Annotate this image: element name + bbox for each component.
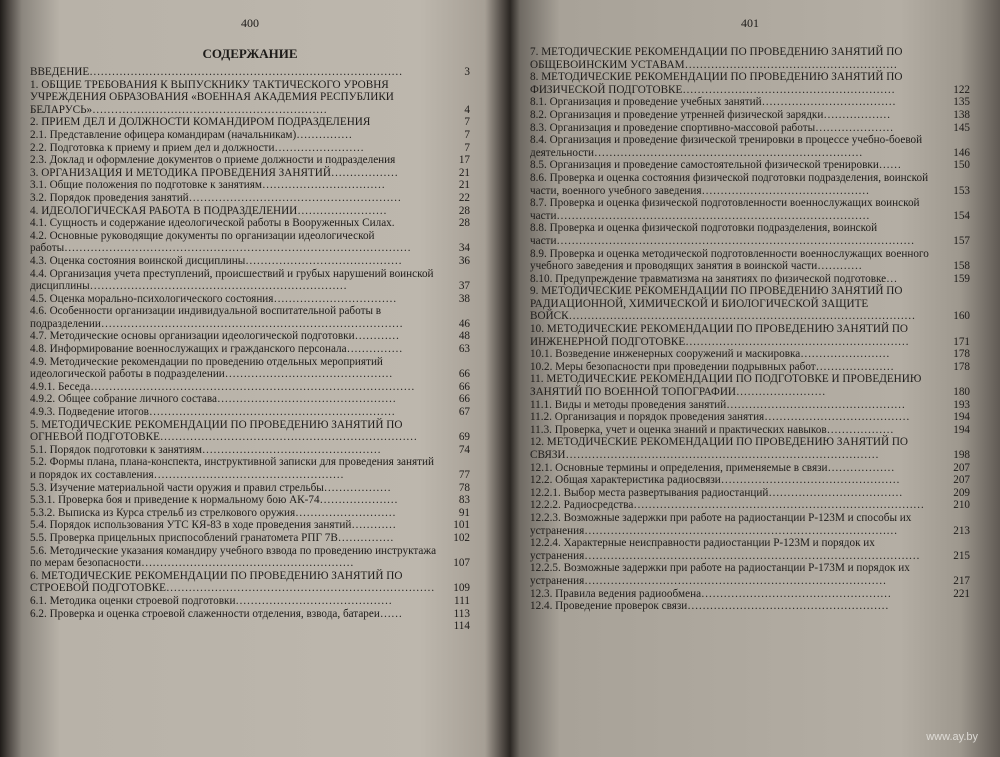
toc-entry	[30, 570, 470, 595]
toc-entry-page: 180	[953, 386, 970, 399]
toc-entry	[30, 205, 470, 218]
right-page	[530, 0, 970, 757]
toc-entry-page: 63	[458, 343, 470, 356]
toc-entry-title: 8.9. Проверка и оценка методической подготовленности военнослужащих военного учебного заведения и проводящих занятия в воинской части…………	[530, 247, 929, 273]
toc-entry-title: 5.1. Порядок подготовки к занятиям…………………………………………	[30, 443, 381, 456]
toc-entry-title: 12.2.3. Возможные задержки при работе на радиостанции Р-123М и способы их устранения…………………………………………………………………………	[530, 511, 912, 537]
toc-entry-title: 12.3. Правила ведения радиообмена……………………………………………	[530, 587, 892, 600]
toc-entry-page: 146	[953, 146, 970, 159]
toc-entry-title: 5.3. Изучение материальной части оружия и правил стрельбы………………	[30, 481, 391, 494]
toc-entry	[30, 519, 470, 532]
toc-entry-title: 5.2. Формы плана, плана-конспекта, инструктивной записки для проведения занятий и порядок их составления……………………………………………	[30, 456, 434, 481]
toc-entry	[530, 96, 970, 109]
toc-entry-title: 10.2. Меры безопасности при проведении подрывных работ…………………	[530, 360, 894, 373]
toc-entry-title: 6.1. Методика оценки строевой подготовки……………………………………	[30, 594, 393, 607]
right-toc-list	[530, 46, 970, 613]
toc-entry-title: 4.2. Основные руководящие документы по организации идеологической работы…………………………………………………………………………………	[30, 229, 411, 255]
toc-entry	[30, 494, 470, 507]
toc-entry-page: 154	[953, 209, 970, 222]
toc-entry-page: 28	[458, 217, 470, 230]
toc-entry-page: 91	[458, 506, 470, 519]
toc-entry	[530, 285, 970, 323]
toc-entry	[30, 230, 470, 255]
toc-entry	[30, 532, 470, 545]
toc-entry-title: 2.3. Доклад и оформление документов о приеме должности и подразделения	[30, 154, 396, 167]
right-page-number: 401	[741, 16, 759, 30]
toc-entry-page: 157	[953, 234, 970, 247]
toc-entry-title: 8.2. Организация и проведение утренней физической зарядки………………	[530, 108, 891, 121]
toc-entry	[530, 361, 970, 374]
toc-entry	[530, 487, 970, 500]
left-page-number: 400	[241, 16, 259, 30]
toc-entry-page: 37	[458, 280, 470, 293]
toc-entry-title: 5.6. Методические указания командиру учебного взвода по проведению инструктажа по мерам безопасности…………………………………………………	[30, 544, 437, 570]
toc-entry-title: 8.7. Проверка и оценка физической подготовленности военнослужащих воинской части…………………………………………………………………………	[530, 197, 920, 222]
toc-entry	[30, 154, 470, 167]
toc-entry	[530, 474, 970, 487]
toc-entry	[530, 373, 970, 398]
toc-entry	[530, 222, 970, 247]
toc-entry-title: 8.1. Организация и проведение учебных занятий………………………………	[530, 96, 896, 109]
toc-entry-page: 153	[953, 184, 970, 197]
toc-entry	[30, 192, 470, 205]
toc-entry-title: 1. ОБЩИЕ ТРЕБОВАНИЯ К ВЫПУСКНИКУ ТАКТИЧЕСКОГО УРОВНЯ УЧРЕЖДЕНИЯ ОБРАЗОВАНИЯ «ВОЕННАЯ АКАДЕМИЯ РЕСПУБЛИКИ БЕЛАРУСЬ»………………………………………………………	[30, 78, 394, 116]
toc-entry	[530, 323, 970, 348]
toc-entry	[30, 268, 470, 293]
toc-entry	[530, 512, 970, 537]
toc-entry-page: 209	[953, 486, 970, 499]
toc-entry-page: 102	[453, 531, 470, 544]
toc-entry-title: 12. МЕТОДИЧЕСКИЕ РЕКОМЕНДАЦИИ ПО ПРОВЕДЕНИЮ ЗАНЯТИЙ ПО СВЯЗИ…………………………………………………………………………	[530, 436, 909, 461]
toc-entry	[30, 608, 470, 621]
left-page	[30, 0, 470, 757]
toc-entry-page: 113	[453, 607, 470, 620]
toc-entry	[30, 482, 470, 495]
toc-entry-page: 46	[458, 317, 470, 330]
toc-entry	[30, 167, 470, 180]
toc-entry	[530, 588, 970, 601]
toc-entry-page: 160	[953, 310, 970, 323]
toc-entry-page: 17	[458, 154, 470, 167]
toc-entry-title: 5.3.1. Проверка боя и приведение к нормальному бою АК-74…………………	[30, 494, 398, 507]
toc-entry-page: 48	[458, 330, 470, 343]
toc-entry-page: 193	[953, 398, 970, 411]
toc-entry	[530, 248, 970, 273]
toc-entry-page: 210	[953, 499, 970, 512]
toc-entry-title: 11.1. Виды и методы проведения занятий…………………………………………	[530, 398, 906, 411]
toc-entry-page: 207	[953, 461, 970, 474]
toc-entry	[30, 217, 470, 230]
toc-entry	[530, 159, 970, 172]
toc-entry	[530, 46, 970, 71]
toc-entry-title: 6. МЕТОДИЧЕСКИЕ РЕКОМЕНДАЦИИ ПО ПРОВЕДЕНИЮ ЗАНЯТИЙ ПО СТРОЕВОЙ ПОДГОТОВКЕ………………………………………………………………	[30, 569, 435, 595]
toc-entry-title: 12.1. Основные термины и определения, применяемые в связи………………	[530, 461, 895, 474]
toc-entry-title: 12.2.5. Возможные задержки при работе на радиостанции Р-173М и порядок их устранения………………………………………………………………………	[530, 562, 910, 587]
toc-entry-title: 4.9.2. Общее собрание личного состава…………………………………………	[30, 393, 397, 406]
toc-entry-title: 11.3. Проверка, учет и оценка знаний и практических навыков………………	[530, 423, 894, 436]
toc-entry-page: 69	[458, 431, 470, 444]
toc-entry	[530, 172, 970, 197]
toc-entry-title: 12.4. Проведение проверок связи………………………………………………	[530, 600, 889, 613]
toc-entry	[30, 507, 470, 520]
toc-entry-title: 4.6. Особенности организации индивидуальной воспитательной работы в подразделении………………………………………………………………………	[30, 305, 403, 330]
toc-entry	[530, 273, 970, 286]
toc-entry-page: 158	[953, 260, 970, 273]
toc-entry	[30, 343, 470, 356]
toc-entry-title: 4.5. Оценка морально-психологического состояния……………………………	[30, 292, 397, 305]
toc-entry	[30, 406, 470, 419]
toc-entry-title: 6.2. Проверка и оценка строевой слаженности отделения, взвода, батареи……	[30, 607, 403, 620]
toc-entry-title: 3.1. Общие положения по подготовке к занятиям……………………………	[30, 179, 386, 192]
toc-entry	[30, 356, 470, 381]
toc-entry	[30, 330, 470, 343]
toc-entry-page: 171	[953, 335, 970, 348]
toc-entry	[30, 595, 470, 608]
toc-entry	[530, 411, 970, 424]
toc-entry-page: 7	[464, 141, 470, 154]
toc-entry-page: 111	[454, 594, 470, 607]
toc-entry	[530, 109, 970, 122]
toc-entry	[30, 293, 470, 306]
toc-entry	[30, 305, 470, 330]
toc-entry-page: 178	[953, 360, 970, 373]
toc-entry-title: ВВЕДЕНИЕ…………………………………………………………………………	[30, 66, 403, 78]
left-toc-list	[30, 66, 470, 633]
toc-entry-page: 67	[458, 406, 470, 419]
toc-entry-title: 8.8. Проверка и оценка физической подготовки подразделения, воинской части……………………………………………………………………………………	[530, 222, 915, 247]
toc-entry	[530, 71, 970, 96]
toc-entry-page: 74	[458, 443, 470, 456]
toc-entry-title: 10.1. Возведение инженерных сооружений и маскировка……………………	[530, 348, 890, 361]
toc-entry-title: 5.3.2. Выписка из Курса стрельб из стрелкового оружия………………………	[30, 506, 396, 519]
toc-entry	[30, 79, 470, 117]
toc-entry-page: 83	[458, 494, 470, 507]
toc-entry	[530, 122, 970, 135]
toc-entry-page: 107	[453, 557, 470, 570]
toc-entry	[530, 600, 970, 613]
toc-entry	[530, 499, 970, 512]
toc-entry-title: 12.2.1. Выбор места развертывания радиостанций………………………………	[530, 486, 903, 499]
toc-entry	[530, 462, 970, 475]
toc-entry-page: 194	[953, 411, 970, 424]
toc-entry-page: 4	[464, 103, 470, 116]
toc-entry-title: 7. МЕТОДИЧЕСКИЕ РЕКОМЕНДАЦИИ ПО ПРОВЕДЕНИЮ ЗАНЯТИЙ ПО ОБЩЕВОИНСКИМ УСТАВАМ…………………………………………………	[530, 46, 903, 71]
toc-entry-title: 2. ПРИЕМ ДЕЛ И ДОЛЖНОСТИ КОМАНДИРОМ ПОДРАЗДЕЛЕНИЯ	[30, 116, 371, 129]
toc-entry-title: 4.7. Методические основы организации идеологической подготовки…………	[30, 330, 400, 343]
toc-entry-title: 11. МЕТОДИЧЕСКИЕ РЕКОМЕНДАЦИИ ПО ПОДГОТОВКЕ И ПРОВЕДЕНИЮ ЗАНЯТИЙ ПО ВОЕННОЙ ТОПОГРАФИИ……………………	[530, 373, 922, 399]
toc-entry-page: 150	[953, 159, 970, 172]
toc-entry-title: 4.9. Методические рекомендации по проведению отдельных мероприятий идеологической работы в подразделении………………………………………	[30, 355, 393, 381]
toc-entry-page: 101	[453, 519, 470, 532]
toc-entry-title: 3.2. Порядок проведения занятий…………………………………………………	[30, 191, 402, 204]
toc-entry-title: 9. МЕТОДИЧЕСКИЕ РЕКОМЕНДАЦИИ ПО ПРОВЕДЕНИЮ ЗАНЯТИЙ ПО РАДИАЦИОННОЙ, ХИМИЧЕСКОЙ И БИОЛОГИЧЕСКОЙ ЗАЩИТЕ ВОЙСК…………………………………………………………………………………	[530, 285, 916, 323]
toc-entry	[30, 142, 470, 155]
toc-entry-page: 207	[953, 474, 970, 487]
toc-entry-page: 28	[458, 204, 470, 217]
toc-entry-page: 66	[458, 368, 470, 381]
toc-entry	[530, 424, 970, 437]
contents-heading: СОДЕРЖАНИЕ	[202, 46, 298, 61]
toc-entry-title: 8.4. Организация и проведение физической тренировки в процессе учебно-боевой деятельности………………………………………………………………	[530, 134, 923, 159]
toc-entry-title: 4.9.1. Беседа……………………………………………………………………………	[30, 380, 415, 393]
toc-entry-page: 138	[953, 108, 970, 121]
toc-entry-title: 4.3. Оценка состояния воинской дисциплины……………………………………	[30, 254, 402, 267]
toc-entry	[30, 381, 470, 394]
toc-entry-page: 215	[953, 549, 970, 562]
toc-entry-title: 10. МЕТОДИЧЕСКИЕ РЕКОМЕНДАЦИИ ПО ПРОВЕДЕНИЮ ЗАНЯТИЙ ПО ИНЖЕНЕРНОЙ ПОДГОТОВКЕ……………………………………………………	[530, 323, 909, 348]
toc-entry-page: 194	[953, 423, 970, 436]
toc-entry-page: 21	[458, 179, 470, 192]
toc-entry	[530, 537, 970, 562]
toc-entry	[530, 348, 970, 361]
toc-entry-page: 7	[464, 116, 470, 129]
toc-entry-page: 178	[953, 348, 970, 361]
toc-entry-page: 36	[458, 254, 470, 267]
toc-entry-title: 8.5. Организация и проведение самостоятельной физической тренировки……	[530, 159, 902, 172]
toc-entry	[30, 179, 470, 192]
toc-entry-page: 66	[458, 393, 470, 406]
toc-entry-title: 4.9.3. Подведение итогов…………………………………………………………	[30, 406, 396, 419]
toc-entry-page: 221	[953, 587, 970, 600]
toc-entry	[30, 419, 470, 444]
toc-entry	[30, 393, 470, 406]
toc-entry	[530, 197, 970, 222]
toc-entry	[530, 399, 970, 412]
toc-entry-page: 217	[953, 574, 970, 587]
toc-entry-title: 8.10. Предупреждение травматизма на занятиях по физической подготовке…	[530, 272, 898, 285]
toc-entry-page: 109	[453, 582, 470, 595]
toc-entry	[30, 444, 470, 457]
toc-entry-page: 21	[458, 166, 470, 179]
toc-entry-page: 145	[953, 121, 970, 134]
toc-entry	[30, 66, 470, 79]
toc-entry	[30, 545, 470, 570]
toc-entry-page: 198	[953, 449, 970, 461]
toc-entry-page: 135	[953, 96, 970, 109]
toc-entry-page: 66	[458, 380, 470, 393]
toc-entry-page: 122	[953, 83, 970, 96]
toc-entry-title: 12.2.2. Радиосредства……………………………………………………………………	[530, 499, 925, 512]
toc-entry-title: 2.1. Представление офицера командирам (начальникам)……………	[30, 128, 353, 141]
toc-entry-title: 3. ОРГАНИЗАЦИЯ И МЕТОДИКА ПРОВЕДЕНИЯ ЗАНЯТИЙ………………	[30, 166, 399, 179]
toc-entry-title: 2.2. Подготовка к приему и прием дел и должности……………………	[30, 141, 364, 154]
toc-entry-title: 12.2. Общая характеристика радиосвязи…………………………………………	[530, 474, 900, 487]
toc-entry-title: 8. МЕТОДИЧЕСКИЕ РЕКОМЕНДАЦИИ ПО ПРОВЕДЕНИЮ ЗАНЯТИЙ ПО ФИЗИЧЕСКОЙ ПОДГОТОВКЕ…………………………………………………	[530, 71, 903, 96]
toc-entry-page: 77	[458, 469, 470, 481]
toc-entry-page: 34	[458, 242, 470, 255]
toc-entry-page: 38	[458, 292, 470, 305]
toc-entry-title: 8.3. Организация и проведение спортивно-массовой работы…………………	[530, 121, 894, 134]
toc-entry-page: 3	[464, 66, 470, 78]
toc-entry-title: 11.2. Организация и порядок проведения занятия…………………………………	[530, 411, 910, 424]
toc-entry	[530, 562, 970, 587]
toc-entry-page: 213	[953, 524, 970, 537]
toc-entry-title: 8.6. Проверка и оценка состояния физической подготовки подразделения, воинской части, военного учебного заведения………………………………………	[530, 171, 929, 197]
toc-entry-title: 4. ИДЕОЛОГИЧЕСКАЯ РАБОТА В ПОДРАЗДЕЛЕНИИ……………………	[30, 204, 387, 217]
toc-entry-title: 5.4. Порядок использования УТС КЯ-83 в ходе проведения занятий…………	[30, 519, 397, 532]
toc-entry-page: 159	[953, 272, 970, 285]
toc-entry	[30, 620, 470, 633]
toc-entry-page: 22	[458, 191, 470, 204]
toc-entry-title: 5. МЕТОДИЧЕСКИЕ РЕКОМЕНДАЦИИ ПО ПРОВЕДЕНИЮ ЗАНЯТИЙ ПО ОГНЕВОЙ ПОДГОТОВКЕ……………………………………………………………	[30, 418, 418, 444]
toc-entry-title: 4.8. Информирование военнослужащих и гражданского персонала……………	[30, 343, 403, 356]
toc-entry	[30, 116, 470, 129]
toc-entry-page: 78	[458, 481, 470, 494]
toc-entry	[30, 129, 470, 142]
toc-entry-page: 114	[453, 620, 470, 633]
toc-entry-title: 4.4. Организация учета преступлений, происшествий и грубых нарушений воинской дисциплины……………………………………………………………	[30, 267, 434, 293]
toc-entry	[30, 255, 470, 268]
toc-entry-title: 12.2.4. Характерные неисправности радиостанции Р-123М и порядок их устранения………………………………………………………………………………	[530, 537, 920, 562]
toc-entry	[30, 456, 470, 481]
toc-entry-page: 7	[464, 128, 470, 141]
toc-entry	[530, 134, 970, 159]
toc-entry-title: 5.5. Проверка прицельных приспособлений гранатомета РПГ 7В……………	[30, 531, 394, 544]
toc-entry-title: 4.1. Сущность и содержание идеологической работы в Вооруженных Силах.	[30, 217, 395, 230]
toc-entry	[530, 436, 970, 461]
site-watermark: www.ay.by	[926, 731, 978, 743]
